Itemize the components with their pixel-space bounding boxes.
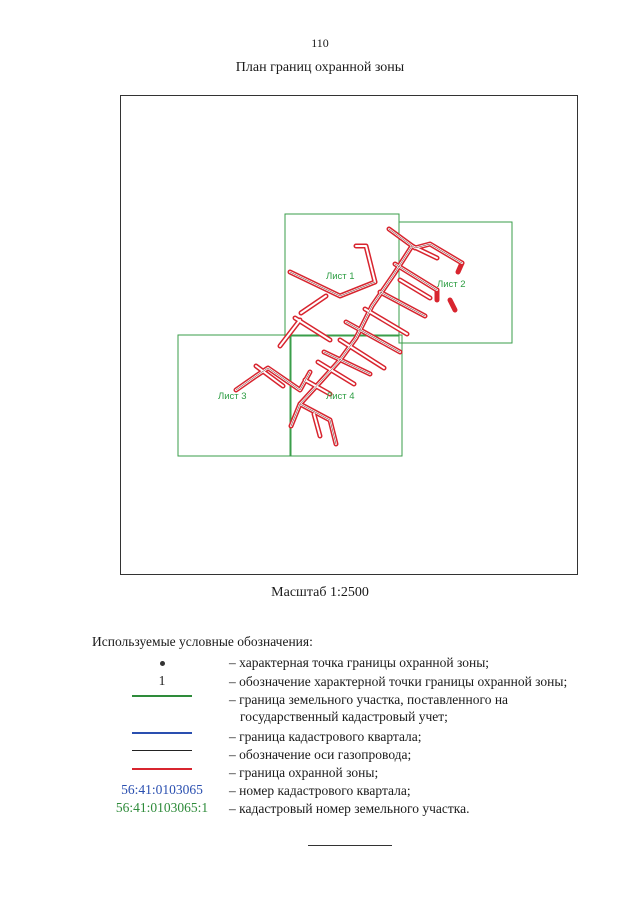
- red-line-symbol: [132, 768, 192, 770]
- legend-item-cadastral-plot-number: 56:41:0103065:1 – кадастровый номер земельного участка.: [92, 800, 622, 818]
- legend-item-land-plot-boundary: – граница земельного участка, поставленного на государственный кадастровый учет;: [92, 691, 622, 727]
- legend-item-point-designation: 1 – обозначение характерной точки границы охранной зоны;: [92, 673, 622, 691]
- legend-item-pipeline-axis: – обозначение оси газопровода;: [92, 746, 622, 764]
- cadastral-quarter-number-sample: 56:41:0103065: [121, 782, 203, 797]
- legend-item-cadastral-quarter-number: 56:41:0103065 – номер кадастрового квартала;: [92, 782, 622, 800]
- footer-divider: [308, 845, 392, 846]
- legend-heading: Используемые условные обозначения:: [92, 634, 313, 649]
- dot-icon: [160, 661, 165, 666]
- sheet-1-label: Лист 1: [326, 271, 355, 282]
- sheet-4-label: Лист 4: [326, 391, 355, 402]
- plan-title: План границ охранной зоны: [235, 60, 405, 75]
- sheet-3-label: Лист 3: [218, 391, 247, 402]
- cadastral-plot-number-sample: 56:41:0103065:1: [115, 800, 209, 815]
- point-number-symbol: 1: [158, 673, 166, 688]
- page-number: 110: [311, 36, 329, 50]
- blue-line-symbol: [132, 732, 192, 734]
- sheet-2-label: Лист 2: [437, 279, 466, 290]
- legend-item-characteristic-point: – характерная точка границы охранной зоны;: [92, 654, 622, 672]
- scale-label: Масштаб 1:2500: [271, 585, 369, 600]
- green-line-symbol: [132, 695, 192, 697]
- legend-item-protection-zone-boundary: – граница охранной зоны;: [92, 764, 622, 782]
- legend-item-cadastral-quarter-boundary: – граница кадастрового квартала;: [92, 728, 622, 746]
- black-line-symbol: [132, 750, 192, 751]
